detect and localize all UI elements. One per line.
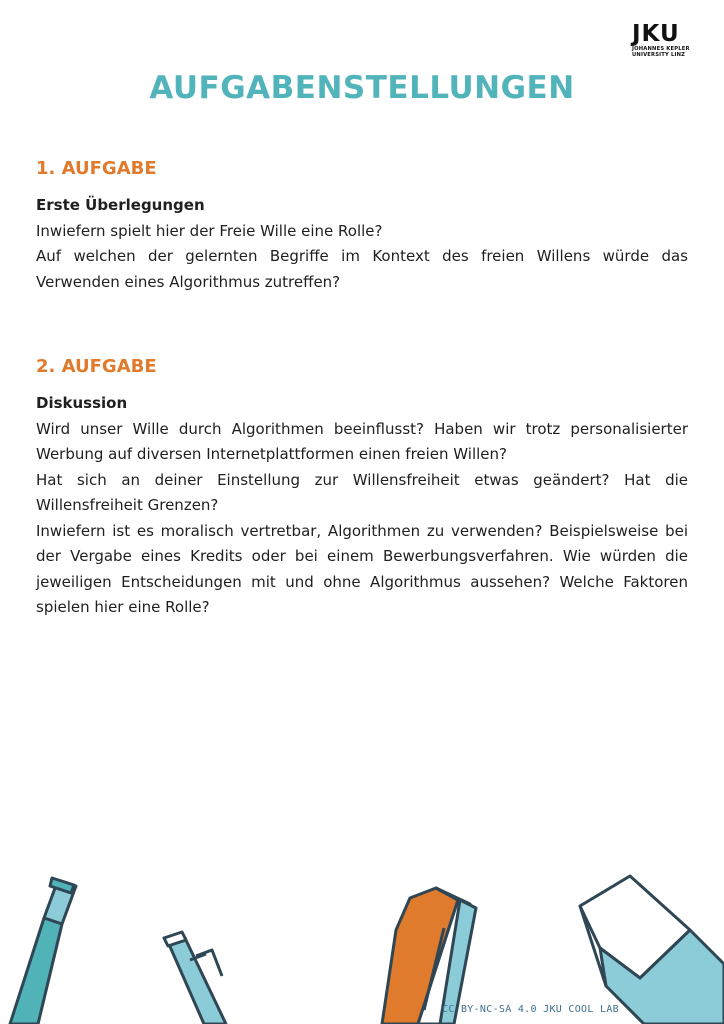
task-2-heading: 2. AUFGABE <box>36 356 157 377</box>
task-2-paragraph: Inwiefern ist es moralisch vertretbar, Algorithmen zu verwenden? Beispielsweise bei der Vergabe eines Kredits oder bei einem Bewerbungsverfahren. Wie würden die jeweiligen Entscheidungen mit und ohne Algorithmus aussehen? Welche Faktoren spielen hier eine Rolle? <box>36 521 688 616</box>
task-2-paragraph: Hat sich an deiner Einstellung zur Willensfreiheit etwas geändert? Hat die Willensfreiheit Grenzen? <box>36 470 688 514</box>
task-2-paragraph: Wird unser Wille durch Algorithmen beeinflusst? Haben wir trotz personalisierter Werbung auf diversen Internetplattformen einen freien Willen? <box>36 419 688 463</box>
logo-line-1: JOHANNES KEPLER <box>632 46 690 52</box>
eraser-icon <box>580 876 724 1024</box>
logo-line-2: UNIVERSITY LINZ <box>632 52 686 58</box>
page-title: AUFGABENSTELLUNGEN <box>149 70 575 106</box>
task-1-body <box>36 193 688 295</box>
task-1-subheading: Erste Überlegungen <box>36 196 205 214</box>
pen-icon <box>164 932 226 1024</box>
task-1-heading: 1. AUFGABE <box>36 158 157 179</box>
license-footer: CC BY-NC-SA 4.0 JKU COOL LAB <box>442 1004 619 1015</box>
task-1-paragraph: Auf welchen der gelernten Begriffe im Kontext des freien Willens würde das Verwenden eines Algorithmus zutreffen? <box>36 247 688 291</box>
task-2-subheading: Diskussion <box>36 394 128 412</box>
task-2-body <box>36 391 688 621</box>
decorative-illustrations <box>0 860 724 1024</box>
logo-mark: JKU <box>632 21 680 47</box>
marker-icon <box>10 878 76 1024</box>
jku-logo <box>632 22 704 58</box>
task-1-paragraph: Inwiefern spielt hier der Freie Wille eine Rolle? <box>36 221 383 240</box>
